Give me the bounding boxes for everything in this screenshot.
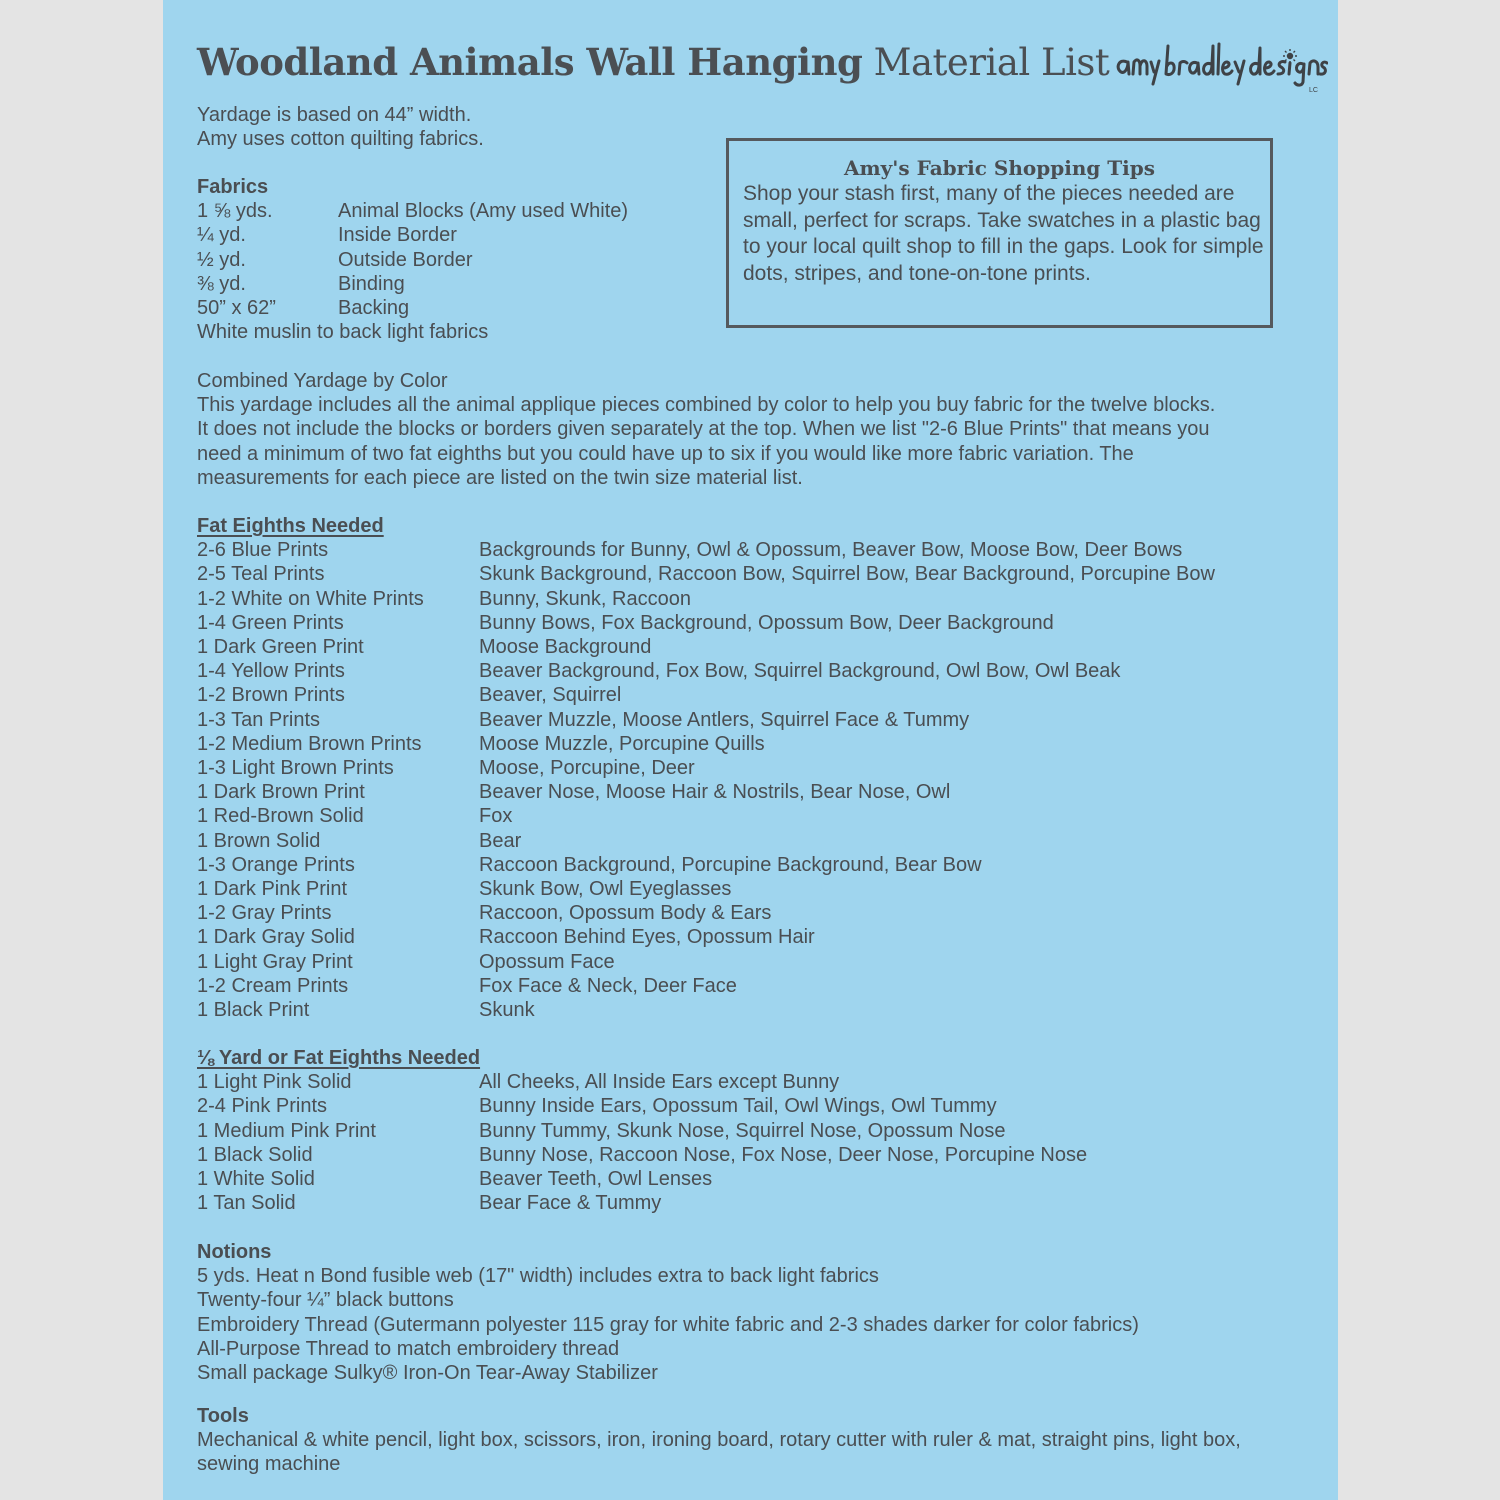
fabric-need-row bbox=[197, 1094, 1087, 1118]
fabric-use-label: Beaver Background, Fox Bow, Squirrel Background, Owl Bow, Owl Beak bbox=[479, 660, 1121, 683]
tools-line: sewing machine bbox=[197, 1453, 341, 1476]
fabric-color-label: 1-2 Brown Prints bbox=[197, 684, 345, 707]
combined-heading: Combined Yardage by Color bbox=[197, 370, 448, 392]
fabric-row bbox=[197, 248, 628, 272]
fabric-need-row bbox=[197, 998, 1215, 1022]
fabric-label: Binding bbox=[338, 272, 405, 295]
notion-item: All-Purpose Thread to match embroidery thread bbox=[197, 1337, 620, 1360]
notions-heading: Notions bbox=[197, 1241, 272, 1263]
fabric-need-row bbox=[197, 901, 1215, 925]
combined-yardage-section bbox=[197, 369, 1317, 490]
title-bold: Woodland Animals Wall Hanging bbox=[197, 40, 863, 84]
logo-script-icon bbox=[1113, 36, 1328, 96]
svg-text:LC: LC bbox=[1309, 87, 1318, 94]
fat-eighths-section bbox=[197, 514, 1215, 1022]
notion-item: Small package Sulky® Iron-On Tear-Away Stabilizer bbox=[197, 1362, 658, 1385]
fabric-use-label: Bunny Nose, Raccoon Nose, Fox Nose, Deer Nose, Porcupine Nose bbox=[479, 1143, 1088, 1166]
fabric-use-label: Bunny Bows, Fox Background, Opossum Bow, Deer Background bbox=[479, 611, 1054, 634]
tools-heading: Tools bbox=[197, 1405, 249, 1427]
fabric-use-label: Beaver, Squirrel bbox=[479, 684, 622, 707]
tips-body: Shop your stash first, many of the pieces needed are small, perfect for scraps. Take swatches in a plastic bag to your local quilt shop to fill in the gaps. Look for simple dots, stripes, and tone-on-tone prints. bbox=[743, 182, 1264, 285]
fabric-color-label: 1-3 Light Brown Prints bbox=[197, 757, 394, 780]
fabric-use-label: Bear bbox=[479, 829, 522, 852]
fabric-use-label: Skunk bbox=[479, 999, 535, 1022]
fabric-need-row bbox=[197, 780, 1215, 804]
fabric-use-label: Opossum Face bbox=[479, 950, 615, 973]
notion-item: 5 yds. Heat n Bond fusible web (17" width) includes extra to back light fabrics bbox=[197, 1265, 879, 1288]
fabric-use-label: Skunk Background, Raccoon Bow, Squirrel Bow, Bear Background, Porcupine Bow bbox=[479, 563, 1215, 586]
fabric-qty: ½ yd. bbox=[197, 248, 246, 271]
fabric-color-label: 1-2 Medium Brown Prints bbox=[197, 732, 422, 755]
fabric-use-label: Moose Background bbox=[479, 636, 652, 659]
fabrics-note: White muslin to back light fabrics bbox=[197, 321, 489, 344]
fabric-color-label: 2-4 Pink Prints bbox=[197, 1095, 328, 1118]
fabric-use-label: Bunny Tummy, Skunk Nose, Squirrel Nose, Opossum Nose bbox=[479, 1119, 1006, 1142]
material-list-sheet bbox=[163, 0, 1338, 1500]
fabric-color-label: 1 Light Pink Solid bbox=[197, 1071, 352, 1094]
fabrics-heading: Fabrics bbox=[197, 176, 269, 198]
fabric-color-label: 1-2 Cream Prints bbox=[197, 974, 349, 997]
fabric-color-label: 1 Dark Gray Solid bbox=[197, 926, 355, 949]
fabric-color-label: 2-5 Teal Prints bbox=[197, 563, 325, 586]
fabric-color-label: 1-2 White on White Prints bbox=[197, 587, 424, 610]
fabric-color-label: 1 Black Solid bbox=[197, 1143, 313, 1166]
fabric-row bbox=[197, 272, 628, 296]
fabric-color-label: 1 Dark Brown Print bbox=[197, 781, 365, 804]
notions-section bbox=[197, 1240, 1139, 1385]
fabric-need-row bbox=[197, 1119, 1087, 1143]
fabric-use-label: Backgrounds for Bunny, Owl & Opossum, Beaver Bow, Moose Bow, Deer Bows bbox=[479, 539, 1183, 562]
eighth-yard-section bbox=[197, 1046, 1087, 1215]
fabric-use-label: Fox bbox=[479, 805, 513, 828]
fabric-qty: ¼ yd. bbox=[197, 224, 246, 247]
fabric-use-label: Moose Muzzle, Porcupine Quills bbox=[479, 732, 765, 755]
fabric-row bbox=[197, 296, 628, 320]
fabric-need-row bbox=[197, 1191, 1087, 1215]
fat-eighths-list bbox=[197, 538, 1215, 1022]
fabric-use-label: Fox Face & Neck, Deer Face bbox=[479, 974, 737, 997]
fabric-label: Outside Border bbox=[338, 248, 473, 271]
fabric-use-label: Beaver Teeth, Owl Lenses bbox=[479, 1168, 713, 1191]
fabric-need-row bbox=[197, 950, 1215, 974]
fabric-need-row bbox=[197, 635, 1215, 659]
fabric-use-label: Bunny Inside Ears, Opossum Tail, Owl Wings, Owl Tummy bbox=[479, 1095, 997, 1118]
combined-text-line: measurements for each piece are listed on the twin size material list. bbox=[197, 466, 803, 489]
title-light: Material List bbox=[873, 41, 1110, 84]
fabric-need-row bbox=[197, 732, 1215, 756]
fabric-need-row bbox=[197, 1167, 1087, 1191]
fabric-color-label: 1-4 Yellow Prints bbox=[197, 660, 345, 683]
fabric-use-label: Skunk Bow, Owl Eyeglasses bbox=[479, 878, 732, 901]
shopping-tips-box bbox=[726, 138, 1273, 328]
combined-text-line: It does not include the blocks or borders given separately at the top. When we list "2-6 Blue Prints" that means you bbox=[197, 418, 1210, 441]
fabric-label: Inside Border bbox=[338, 224, 457, 247]
fabric-color-label: 1 White Solid bbox=[197, 1168, 315, 1191]
fabric-color-label: 1 Dark Pink Print bbox=[197, 878, 348, 901]
eighth-yard-heading: ⅛ Yard or Fat Eighths Needed bbox=[197, 1047, 481, 1069]
fabric-use-label: Bear Face & Tummy bbox=[479, 1192, 662, 1215]
tools-line: Mechanical & white pencil, light box, scissors, iron, ironing board, rotary cutter with ruler & mat, straight pins, light box, bbox=[197, 1429, 1241, 1452]
notion-item: Embroidery Thread (Gutermann polyester 115 gray for white fabric and 2-3 shades darker for color fabrics) bbox=[197, 1313, 1139, 1336]
fabric-need-row bbox=[197, 587, 1215, 611]
fabric-use-label: Raccoon Background, Porcupine Background, Bear Bow bbox=[479, 853, 982, 876]
fat-eighths-heading: Fat Eighths Needed bbox=[197, 515, 384, 537]
fabric-need-row bbox=[197, 708, 1215, 732]
fabric-color-label: 1 Dark Green Print bbox=[197, 636, 364, 659]
fabric-need-row bbox=[197, 756, 1215, 780]
tips-title: Amy's Fabric Shopping Tips bbox=[843, 156, 1156, 180]
fabric-color-label: 1-3 Orange Prints bbox=[197, 853, 355, 876]
fabric-use-label: Bunny, Skunk, Raccoon bbox=[479, 587, 691, 610]
fabric-qty: 50” x 62” bbox=[197, 297, 276, 320]
fabric-color-label: 1-2 Gray Prints bbox=[197, 902, 332, 925]
fabric-need-row bbox=[197, 974, 1215, 998]
fabric-color-label: 1 Red-Brown Solid bbox=[197, 805, 364, 828]
fabric-color-label: 1 Tan Solid bbox=[197, 1192, 296, 1215]
fabric-need-row bbox=[197, 562, 1215, 586]
fabric-need-row bbox=[197, 538, 1215, 562]
fabric-need-row bbox=[197, 611, 1215, 635]
intro-line-width: Yardage is based on 44” width. bbox=[197, 104, 472, 126]
fabric-label: Animal Blocks (Amy used White) bbox=[338, 200, 629, 223]
eighth-yard-list bbox=[197, 1070, 1087, 1215]
combined-text-line: This yardage includes all the animal applique pieces combined by color to help you buy fabric for the twelve blocks. bbox=[197, 394, 1216, 417]
intro-line-fabrics: Amy uses cotton quilting fabrics. bbox=[197, 128, 484, 150]
brand-logo bbox=[1113, 36, 1328, 96]
fabric-need-row bbox=[197, 829, 1215, 853]
combined-text-line: need a minimum of two fat eighths but you could have up to six if you would like more fabric variation. The bbox=[197, 442, 1134, 465]
fabric-need-row bbox=[197, 1070, 1087, 1094]
fabric-color-label: 1 Black Print bbox=[197, 999, 310, 1022]
fabric-color-label: 2-6 Blue Prints bbox=[197, 539, 329, 562]
fabric-label: Backing bbox=[338, 297, 410, 320]
fabric-need-row bbox=[197, 683, 1215, 707]
fabric-qty: ⅜ yd. bbox=[197, 272, 246, 295]
fabric-use-label: Beaver Nose, Moose Hair & Nostrils, Bear Nose, Owl bbox=[479, 781, 951, 804]
fabric-color-label: 1 Brown Solid bbox=[197, 829, 321, 852]
fabric-color-label: 1-4 Green Prints bbox=[197, 611, 344, 634]
fabric-use-label: Raccoon Behind Eyes, Opossum Hair bbox=[479, 926, 815, 949]
fabric-need-row bbox=[197, 877, 1215, 901]
fabric-row bbox=[197, 223, 628, 247]
fabric-need-row bbox=[197, 925, 1215, 949]
fabric-use-label: All Cheeks, All Inside Ears except Bunny bbox=[479, 1071, 840, 1094]
fabric-need-row bbox=[197, 1143, 1087, 1167]
fabric-need-row bbox=[197, 853, 1215, 877]
page-title bbox=[197, 40, 1117, 85]
fabrics-section bbox=[197, 175, 628, 344]
fabric-use-label: Raccoon, Opossum Body & Ears bbox=[479, 902, 772, 925]
intro-text bbox=[197, 103, 484, 151]
notion-item: Twenty-four ¼” black buttons bbox=[197, 1289, 454, 1312]
fabric-color-label: 1-3 Tan Prints bbox=[197, 708, 321, 731]
fabric-need-row bbox=[197, 804, 1215, 828]
fabric-color-label: 1 Light Gray Print bbox=[197, 950, 353, 973]
fabric-need-row bbox=[197, 659, 1215, 683]
fabric-use-label: Beaver Muzzle, Moose Antlers, Squirrel Face & Tummy bbox=[479, 708, 970, 731]
fabric-use-label: Moose, Porcupine, Deer bbox=[479, 757, 695, 780]
fabric-color-label: 1 Medium Pink Print bbox=[197, 1119, 376, 1142]
tools-section bbox=[197, 1404, 1241, 1477]
fabric-qty: 1 ⅝ yds. bbox=[197, 200, 273, 223]
fabric-row bbox=[197, 199, 628, 223]
